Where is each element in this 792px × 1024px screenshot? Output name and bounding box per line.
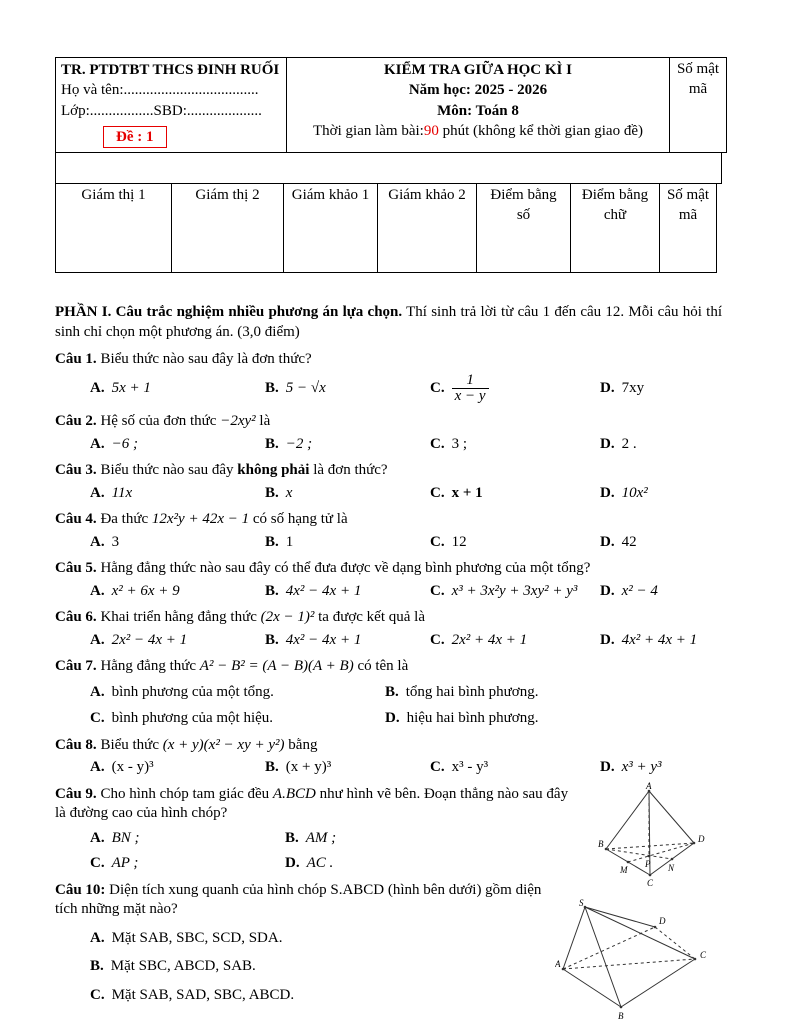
question-6-math: (2x − 1)² bbox=[260, 609, 315, 625]
option-c-label: C. bbox=[90, 986, 105, 1003]
option-c-text: x + 1 bbox=[451, 484, 483, 501]
option-b-text: −2 ; bbox=[285, 435, 313, 452]
option-d-text: x² − 4 bbox=[621, 582, 658, 599]
option-b-label: B. bbox=[285, 829, 299, 846]
option-a-label: A. bbox=[90, 829, 105, 846]
option-c-text: x³ + 3x²y + 3xy² + y³ bbox=[451, 582, 578, 599]
question-2-text bbox=[55, 412, 722, 432]
option-b bbox=[265, 533, 430, 553]
class-sbd-line: Lớp:.................SBD:.................... bbox=[61, 102, 262, 119]
option-d-label: D. bbox=[600, 631, 615, 648]
question-2-options bbox=[55, 435, 722, 455]
grader-col-giam-khao-1: Giám khảo 1 bbox=[284, 184, 378, 273]
option-a-text: x² + 6x + 9 bbox=[111, 582, 180, 599]
option-a-text: Mặt SAB, SBC, SCD, SDA. bbox=[111, 929, 283, 946]
subject: Môn: Toán 8 bbox=[437, 102, 519, 119]
school-year: Năm học: 2025 - 2026 bbox=[408, 82, 548, 99]
option-d-text: 2 . bbox=[621, 435, 637, 452]
option-c-text: x³ - y³ bbox=[451, 759, 489, 775]
time-limit-line bbox=[292, 121, 664, 141]
option-a-text: 3 bbox=[111, 533, 120, 550]
option-c-label: C. bbox=[90, 710, 105, 726]
figure-label-a: A bbox=[555, 958, 561, 969]
option-d-text: 42 bbox=[621, 533, 637, 550]
grader-col-so-mat-ma: Số mật mã bbox=[660, 184, 717, 273]
option-a bbox=[90, 929, 542, 949]
fraction-numerator: 1 bbox=[452, 373, 489, 390]
question-2-math: −2xy² bbox=[220, 413, 256, 429]
question-9 bbox=[55, 780, 722, 888]
option-a-label: A. bbox=[90, 582, 105, 599]
option-d bbox=[600, 631, 722, 651]
question-9-options bbox=[55, 829, 510, 874]
question-8-text bbox=[55, 736, 722, 756]
option-b bbox=[265, 379, 430, 399]
option-a-label: A. bbox=[90, 929, 105, 946]
option-c-label: C. bbox=[430, 435, 445, 452]
exam-body bbox=[55, 303, 722, 1024]
option-a bbox=[90, 484, 265, 504]
option-c-text: Mặt SAB, SAD, SBC, ABCD. bbox=[111, 986, 295, 1003]
question-6-label: Câu 6. bbox=[55, 609, 97, 625]
exam-header-table bbox=[55, 57, 727, 153]
option-b bbox=[90, 957, 542, 977]
question-1-label: Câu 1. bbox=[55, 351, 97, 367]
option-a-text: 11x bbox=[111, 484, 133, 501]
option-c bbox=[90, 986, 542, 1006]
option-d-text: 10x² bbox=[621, 484, 648, 501]
option-a-text: (x - y)³ bbox=[111, 759, 154, 775]
figure-label-m: M bbox=[620, 864, 628, 875]
option-a-text: bình phương của một tổng. bbox=[111, 683, 274, 700]
option-b bbox=[265, 758, 430, 778]
question-10-body: Diện tích xung quanh của hình chóp S.ABCD (hình bên dưới) gồm diện tích những mặt nào? bbox=[55, 881, 542, 917]
question-4 bbox=[55, 510, 722, 552]
question-7 bbox=[55, 657, 722, 729]
question-5-options bbox=[55, 582, 722, 602]
question-4-body-post: có số hạng tử là bbox=[249, 511, 348, 527]
option-b-text: x bbox=[285, 484, 293, 501]
option-d-text: x³ + y³ bbox=[621, 759, 662, 775]
question-5 bbox=[55, 559, 722, 601]
question-2 bbox=[55, 412, 722, 454]
question-6-text bbox=[55, 608, 722, 628]
question-3-label: Câu 3. bbox=[55, 462, 97, 478]
option-d bbox=[600, 533, 722, 553]
option-c bbox=[430, 373, 600, 406]
option-a bbox=[90, 829, 285, 849]
figure-label-n: N bbox=[668, 862, 675, 873]
question-3-options bbox=[55, 484, 722, 504]
option-c bbox=[90, 709, 385, 729]
question-4-text bbox=[55, 510, 722, 530]
question-10-options bbox=[55, 929, 542, 1006]
option-c-fraction bbox=[452, 373, 489, 406]
question-9-body-post: như hình vẽ bên. Đoạn thẳng nào sau đây là đường cao của hình chóp? bbox=[55, 785, 569, 821]
option-b-text: (x + y)³ bbox=[285, 759, 332, 775]
option-c-text: 3 ; bbox=[451, 435, 468, 452]
question-10 bbox=[55, 881, 722, 1024]
question-6-body-post: ta được kết quả là bbox=[314, 609, 425, 625]
option-a bbox=[90, 379, 265, 399]
time-prefix: Thời gian làm bài: bbox=[313, 122, 424, 139]
option-c bbox=[90, 854, 285, 874]
option-a bbox=[90, 582, 265, 602]
option-c-text: bình phương của một hiệu. bbox=[111, 710, 274, 726]
option-c-text: 2x² + 4x + 1 bbox=[451, 631, 528, 648]
option-d bbox=[600, 484, 722, 504]
question-2-body-pre: Hệ số của đơn thức bbox=[96, 413, 221, 429]
option-a-label: A. bbox=[90, 759, 105, 775]
option-d-text: AC . bbox=[306, 855, 334, 871]
option-d-text: 4x² + 4x + 1 bbox=[621, 631, 698, 648]
option-c bbox=[430, 435, 600, 455]
grader-col-diem-chu: Điểm bằng chữ bbox=[571, 184, 660, 273]
option-a bbox=[90, 533, 265, 553]
grader-table bbox=[55, 183, 717, 273]
exam-code-badge: Đề : 1 bbox=[103, 126, 167, 148]
question-3-body-post: là đơn thức? bbox=[309, 462, 388, 478]
option-d-label: D. bbox=[600, 533, 615, 550]
school-name: TR. PTDTBT THCS ĐINH RUỐI bbox=[61, 62, 280, 78]
question-8 bbox=[55, 736, 722, 778]
option-b-label: B. bbox=[265, 533, 279, 550]
option-d-label: D. bbox=[600, 435, 615, 452]
question-7-text bbox=[55, 657, 722, 677]
option-a-label: A. bbox=[90, 533, 105, 550]
option-d-label: D. bbox=[385, 710, 400, 726]
figure-label-p: P bbox=[645, 858, 651, 869]
grader-col-giam-thi-2: Giám thị 2 bbox=[172, 184, 284, 273]
option-a-text: −6 ; bbox=[111, 435, 138, 452]
question-6-options bbox=[55, 631, 722, 651]
option-d-text: 7xy bbox=[621, 380, 645, 396]
option-b bbox=[265, 435, 430, 455]
question-3-text bbox=[55, 461, 722, 481]
student-name-line: Họ và tên:.................................... bbox=[61, 82, 259, 99]
question-8-body-post: bằng bbox=[284, 736, 318, 753]
option-b-text: 4x² − 4x + 1 bbox=[285, 631, 362, 648]
part1-heading-rest: Thí sinh trả lời từ câu 1 đến câu 12. Mỗi câu hỏi thí sinh chỉ chọn một phương án. (3,0 điểm) bbox=[55, 304, 722, 340]
option-a bbox=[90, 683, 385, 703]
option-b-label: B. bbox=[265, 759, 279, 775]
option-d-label: D. bbox=[600, 759, 615, 775]
option-b-text: 4x² − 4x + 1 bbox=[285, 582, 362, 599]
option-d-label: D. bbox=[600, 380, 615, 396]
question-8-body-pre: Biểu thức bbox=[96, 736, 163, 753]
part1-heading-bold: PHẦN I. Câu trắc nghiệm nhiều phương án lựa chọn. bbox=[55, 304, 403, 320]
question-5-body: Hằng đẳng thức nào sau đây có thể đưa được về dạng bình phương của một tổng? bbox=[96, 560, 591, 576]
question-7-body-pre: Hằng đẳng thức bbox=[96, 658, 200, 674]
option-d-label: D. bbox=[285, 855, 300, 871]
option-c bbox=[430, 758, 600, 778]
question-4-options bbox=[55, 533, 722, 553]
question-5-text bbox=[55, 559, 722, 579]
option-b bbox=[265, 484, 430, 504]
option-c bbox=[430, 582, 600, 602]
question-7-label: Câu 7. bbox=[55, 658, 97, 674]
question-1 bbox=[55, 350, 722, 405]
option-d bbox=[600, 379, 722, 399]
grader-col-diem-so: Điểm bằng số bbox=[477, 184, 571, 273]
option-a-text: BN ; bbox=[111, 829, 140, 846]
figure-label-d: D bbox=[659, 915, 666, 926]
option-c bbox=[430, 484, 600, 504]
option-a-label: A. bbox=[90, 631, 105, 648]
option-c-label: C. bbox=[430, 582, 445, 599]
option-b-label: B. bbox=[265, 631, 279, 648]
question-8-options bbox=[55, 758, 722, 778]
figure-label-a: A bbox=[646, 780, 652, 791]
option-a-text: 5x + 1 bbox=[111, 380, 151, 396]
fraction-denominator: x − y bbox=[454, 388, 486, 405]
option-d bbox=[600, 758, 722, 778]
grader-col-giam-khao-2: Giám khảo 2 bbox=[378, 184, 477, 273]
figure-label-b: B bbox=[598, 838, 604, 849]
school-info-cell bbox=[56, 58, 287, 153]
question-2-body-post: là bbox=[255, 413, 271, 429]
question-7-body-post: có tên là bbox=[353, 658, 409, 674]
question-9-label: Câu 9. bbox=[55, 785, 97, 802]
question-6-body-pre: Khai triển hằng đẳng thức bbox=[96, 609, 261, 625]
option-c-label: C. bbox=[430, 380, 445, 397]
option-c-label: C. bbox=[430, 759, 445, 775]
blank-strip-cell bbox=[56, 153, 722, 184]
exam-title-cell bbox=[287, 58, 670, 153]
question-1-options bbox=[55, 373, 722, 406]
option-c-label: C. bbox=[430, 484, 445, 501]
option-d bbox=[385, 709, 650, 729]
figure-label-c: C bbox=[647, 877, 654, 888]
option-d-label: D. bbox=[600, 484, 615, 501]
option-b bbox=[265, 631, 430, 651]
option-d bbox=[600, 435, 722, 455]
question-9-text bbox=[55, 785, 582, 824]
option-b-label: B. bbox=[265, 484, 279, 501]
pyramid-abcd-figure bbox=[598, 781, 706, 896]
time-suffix: phút (không kể thời gian giao đề) bbox=[438, 122, 643, 139]
option-c-text: 12 bbox=[451, 533, 467, 550]
option-b-text: 5 − √x bbox=[285, 380, 326, 396]
figure-label-b: B bbox=[618, 1010, 624, 1021]
option-b-text: tổng hai bình phương. bbox=[405, 683, 539, 700]
figure-label-c: C bbox=[700, 949, 707, 960]
question-10-text bbox=[55, 881, 542, 920]
figure-label-s: S bbox=[579, 897, 584, 908]
question-10-label: Câu 10: bbox=[55, 881, 106, 898]
time-value: 90 bbox=[423, 122, 439, 139]
option-a bbox=[90, 758, 265, 778]
option-c bbox=[430, 533, 600, 553]
question-4-math: 12x²y + 42x − 1 bbox=[151, 511, 250, 527]
exam-title: KIỂM TRA GIỮA HỌC KÌ I bbox=[384, 62, 572, 78]
option-c-label: C. bbox=[430, 631, 445, 648]
question-9-emph: A.BCD bbox=[272, 785, 316, 802]
option-c-label: C. bbox=[430, 533, 445, 550]
question-4-label: Câu 4. bbox=[55, 511, 97, 527]
blank-strip-table bbox=[55, 152, 722, 184]
option-a bbox=[90, 631, 265, 651]
figure-label-d: D bbox=[698, 833, 705, 844]
question-5-label: Câu 5. bbox=[55, 560, 97, 576]
option-b-label: B. bbox=[385, 683, 399, 700]
question-8-label: Câu 8. bbox=[55, 736, 97, 753]
option-a-text: 2x² − 4x + 1 bbox=[111, 631, 188, 648]
option-b bbox=[385, 683, 650, 703]
option-a-label: A. bbox=[90, 683, 105, 700]
option-c bbox=[430, 631, 600, 651]
question-2-label: Câu 2. bbox=[55, 413, 97, 429]
option-b-text: 1 bbox=[285, 533, 294, 550]
grader-col-giam-thi-1: Giám thị 1 bbox=[56, 184, 172, 273]
option-b-label: B. bbox=[265, 435, 279, 452]
part1-heading bbox=[55, 303, 722, 342]
question-1-text bbox=[55, 350, 722, 370]
question-7-options bbox=[55, 683, 650, 729]
question-3-body-pre: Biểu thức nào sau đây bbox=[96, 462, 238, 478]
option-b bbox=[265, 582, 430, 602]
question-1-body: Biểu thức nào sau đây là đơn thức? bbox=[96, 351, 312, 367]
question-7-math: A² − B² = (A − B)(A + B) bbox=[199, 658, 354, 674]
secret-code-cell: Số mật mã bbox=[670, 58, 727, 153]
option-b-label: B. bbox=[265, 582, 279, 599]
question-4-body-pre: Đa thức bbox=[96, 511, 152, 527]
option-d bbox=[600, 582, 722, 602]
question-3 bbox=[55, 461, 722, 503]
option-a-label: A. bbox=[90, 435, 105, 452]
question-9-body-pre: Cho hình chóp tam giác đều bbox=[96, 785, 273, 802]
option-c-label: C. bbox=[90, 855, 105, 871]
option-d bbox=[285, 854, 510, 874]
option-d-label: D. bbox=[600, 582, 615, 599]
option-b-label: B. bbox=[265, 380, 279, 396]
pyramid-sabcd-figure bbox=[555, 897, 710, 1024]
option-d-text: hiệu hai bình phương. bbox=[406, 710, 539, 726]
option-a-label: A. bbox=[90, 380, 105, 396]
option-b-label: B. bbox=[90, 958, 104, 974]
option-b bbox=[285, 829, 510, 849]
question-3-emph: không phải bbox=[237, 462, 310, 478]
option-a bbox=[90, 435, 265, 455]
option-b-text: Mặt SBC, ABCD, SAB. bbox=[110, 958, 256, 974]
question-6 bbox=[55, 608, 722, 650]
option-a-label: A. bbox=[90, 484, 105, 501]
option-b-text: AM ; bbox=[305, 829, 337, 846]
option-c-text: AP ; bbox=[111, 855, 139, 871]
question-8-math: (x + y)(x² − xy + y²) bbox=[162, 736, 285, 753]
